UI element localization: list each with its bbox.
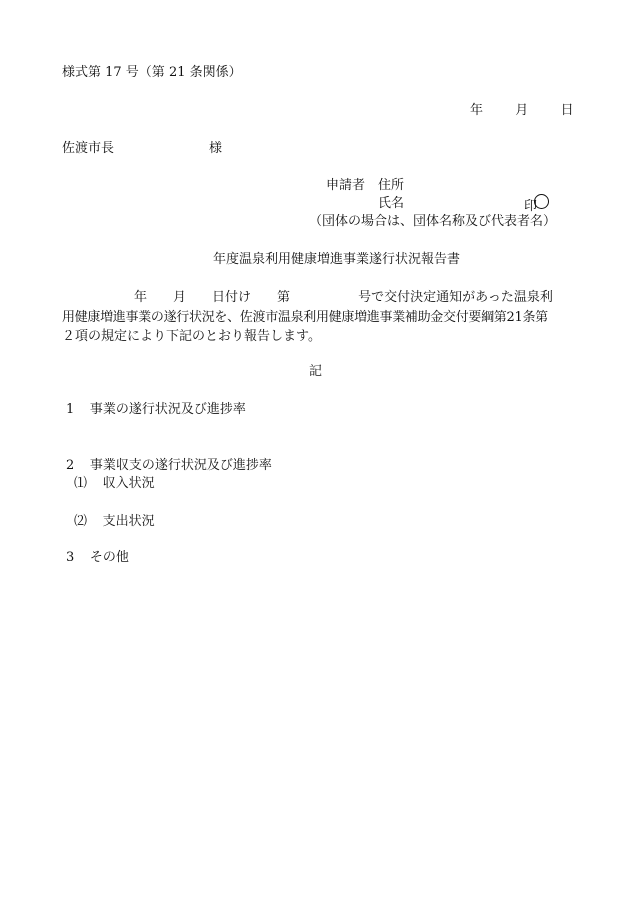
- address-label: 住所: [378, 178, 405, 193]
- item-3: [66, 548, 129, 568]
- date-year: 年: [470, 103, 484, 118]
- body-line-2: 用健康増進事業の遂行状況を、佐渡市温泉利用健康増進事業補助金交付要綱第21条第: [62, 309, 548, 325]
- body-year: 年: [134, 290, 148, 305]
- body-line-1-rest: 号で交付決定通知があった温泉利: [358, 290, 553, 305]
- body-paragraph: [62, 288, 570, 347]
- item-3-number: 3: [66, 550, 75, 565]
- form-label: 様式第 17 号（第 21 条関係）: [62, 65, 242, 80]
- body-month: 月: [173, 290, 187, 305]
- body-number-prefix: 第: [277, 290, 291, 305]
- sub-item-2-text: 支出状況: [102, 514, 155, 529]
- body-line-1: [62, 288, 570, 308]
- seal-circle-icon: [534, 194, 549, 209]
- name-label: 氏名: [378, 196, 405, 211]
- sub-item-1: [74, 474, 155, 494]
- seal-char: 印: [524, 199, 538, 214]
- item-2: [66, 456, 272, 476]
- applicant-role: 申請者: [326, 178, 366, 193]
- sub-item-2: [74, 512, 155, 532]
- sub-item-2-number: ⑵: [74, 514, 88, 529]
- body-day-ref: 日付け: [212, 290, 252, 305]
- item-2-number: 2: [66, 458, 75, 473]
- date-month: 月: [515, 103, 529, 118]
- item-1: [66, 400, 246, 420]
- date-line: [470, 101, 574, 121]
- addressee-name: 佐渡市長: [62, 141, 115, 156]
- item-1-number: 1: [66, 402, 75, 417]
- document-title: 年度温泉利用健康増進事業遂行状況報告書: [213, 252, 461, 267]
- item-3-text: その他: [89, 550, 129, 565]
- applicant-note: （団体の場合は、団体名称及び代表者名）: [309, 214, 557, 229]
- addressee-honorific: 様: [209, 141, 223, 156]
- item-1-text: 事業の遂行状況及び進捗率: [89, 402, 246, 417]
- item-2-text: 事業収支の遂行状況及び進捗率: [89, 458, 272, 473]
- sub-item-1-text: 収入状況: [102, 476, 155, 491]
- sub-item-1-number: ⑴: [74, 476, 88, 491]
- body-line-3: ２項の規定により下記のとおり報告します。: [62, 329, 321, 344]
- date-day: 日: [560, 103, 574, 118]
- ki-label: 記: [309, 364, 323, 379]
